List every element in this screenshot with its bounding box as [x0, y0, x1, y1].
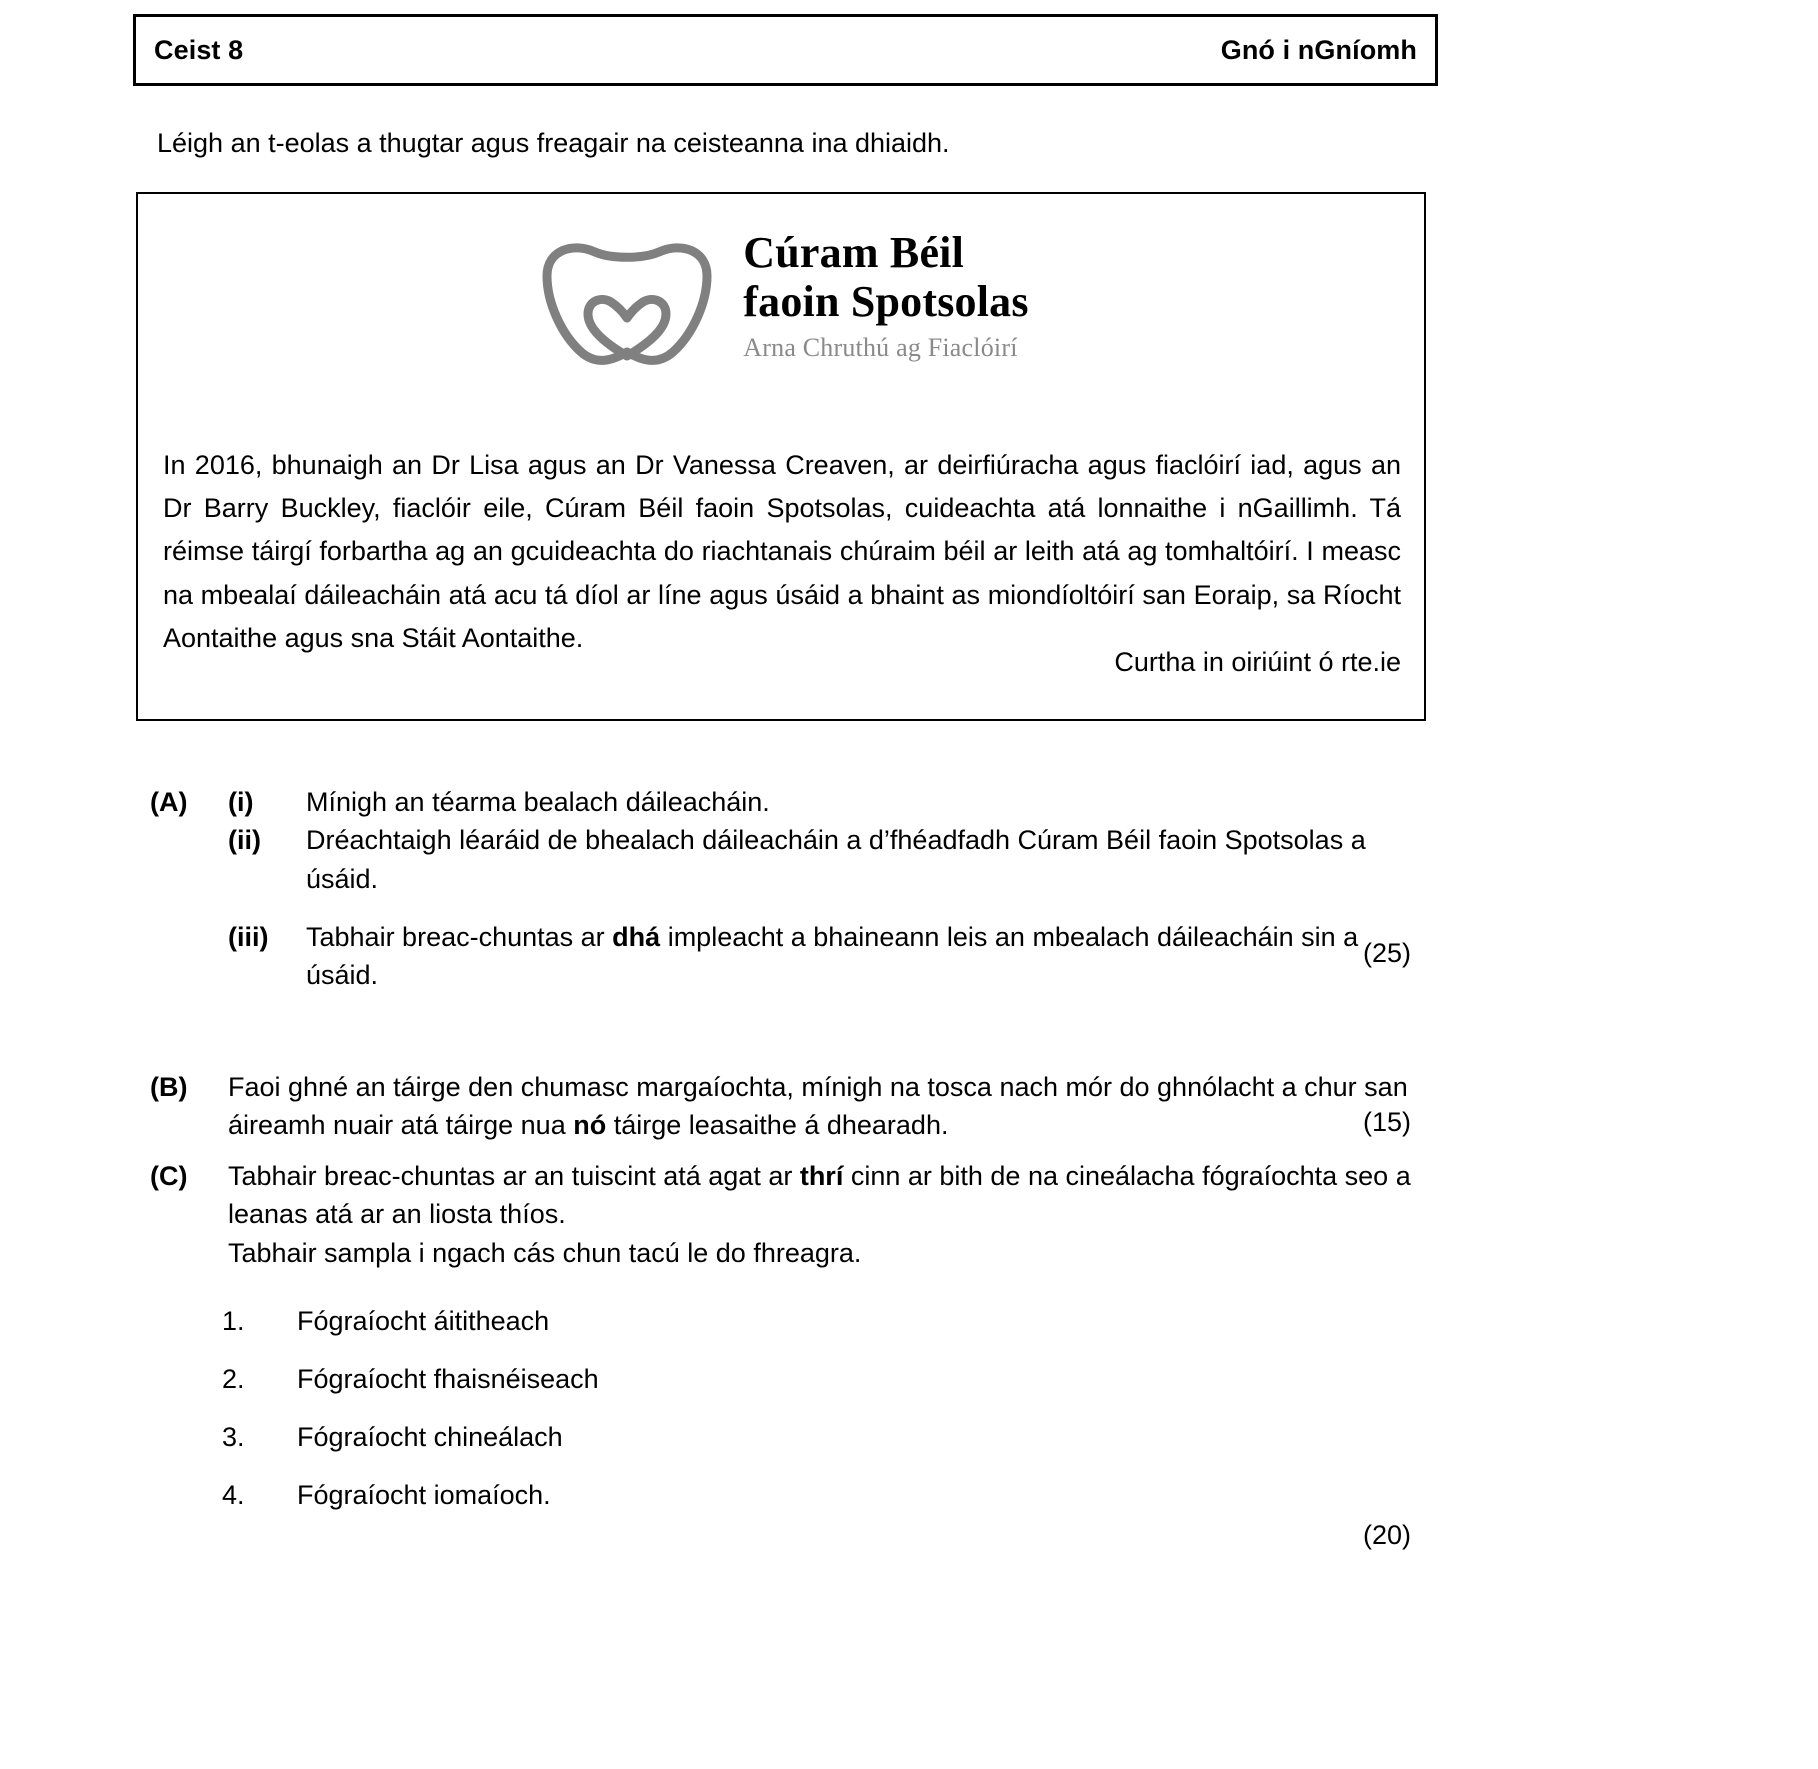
question-a-item-ii: [150, 821, 1430, 898]
part-c-text: [228, 1157, 1430, 1272]
subject-title-label: Gnó i nGníomh: [1220, 34, 1417, 65]
item-iii-text: [306, 918, 1430, 995]
marks-part-b: (15): [1363, 1107, 1412, 1137]
part-b-text-before: Faoi ghné an táirge den chumasc margaíochta, mínigh na tosca nach mór do ghnólacht a chur san áireamh nuair atá táirge nua: [228, 1072, 1408, 1141]
list-item-number: 4.: [222, 1480, 245, 1510]
advertising-types-list: [222, 1306, 1422, 1538]
marks-part-c: (20): [1363, 1520, 1412, 1550]
item-iii-text-before: Tabhair breac-chuntas ar: [306, 921, 613, 952]
list-item: [222, 1422, 1422, 1453]
question-part-a: [150, 783, 1430, 995]
part-c-text-after: cinn ar bith de na cineálacha fógraíochta seo a leanas atá ar an liosta thíos.: [228, 1161, 1411, 1230]
question-a-item-iii: [150, 918, 1430, 995]
item-iii-label: (iii): [228, 921, 269, 952]
item-i-label: (i): [228, 787, 254, 817]
item-iii-text-after: impleacht a bhaineann leis an mbealach dáileacháin sin a úsáid.: [306, 921, 1359, 991]
logo-title-line-1: Cúram Béil: [743, 228, 965, 277]
part-b-letter: (B): [150, 1072, 188, 1102]
company-logo: [138, 222, 1424, 366]
part-c-text-before: Tabhair breac-chuntas ar an tuiscint atá agat ar: [228, 1161, 800, 1191]
item-ii-text: Dréachtaigh léaráid de bhealach dáileacháin a d’fhéadfadh Cúram Béil faoin Spotsolas a úsáid.: [306, 825, 1366, 894]
case-study-box: [136, 192, 1426, 721]
instruction-text: Léigh an t-eolas a thugtar agus freagair na ceisteanna ina dhiaidh.: [157, 128, 950, 158]
part-c-emphasis: thrí: [799, 1161, 844, 1191]
part-b-emphasis: nó: [573, 1110, 607, 1141]
list-item-label: Fógraíocht iomaíoch.: [297, 1480, 551, 1510]
part-c-text-line-3: Tabhair sampla i ngach cás chun tacú le do fhreagra.: [228, 1237, 862, 1268]
part-b-text-after: táirge leasaithe á dhearadh.: [606, 1110, 949, 1141]
list-item: [222, 1364, 1422, 1395]
item-i-text: Mínigh an téarma bealach dáileacháin.: [306, 787, 770, 817]
part-b-text: [228, 1068, 1430, 1145]
list-item: [222, 1306, 1422, 1337]
item-ii-label: (ii): [228, 825, 261, 856]
list-item-number: 1.: [222, 1306, 245, 1336]
part-a-letter: (A): [150, 787, 188, 817]
page-header-box: [133, 14, 1438, 86]
logo-title-line-2: faoin Spotsolas: [743, 277, 1029, 327]
list-item-number: 3.: [222, 1422, 245, 1452]
case-study-paragraph: In 2016, bhunaigh an Dr Lisa agus an Dr Vanessa Creaven, ar deirfiúracha agus fiaclóirí iad, agus an Dr Barry Buckley, fiaclóir eile, Cúram Béil faoin Spotsolas, cuideachta atá lonnaithe i nGaillimh. Tá réimse táirgí forbartha ag an gcuideachta do riachtanais chúraim béil ar leith atá ag tomhaltóirí. I measc na mbealaí dáileacháin atá acu tá díol ar líne agus úsáid a bhaint as miondíoltóirí san Eoraip, sa Ríocht Aontaithe agus sna Stáit Aontaithe.: [163, 450, 1401, 653]
part-c-letter: (C): [150, 1161, 188, 1191]
list-item-label: Fógraíocht fhaisnéiseach: [297, 1364, 599, 1394]
item-iii-emphasis: dhá: [612, 921, 661, 952]
case-study-source: Curtha in oiriúint ó rte.ie: [1114, 647, 1401, 677]
logo-tagline: Arna Chruthú ag Fiaclóirí: [743, 332, 1018, 362]
list-item-label: Fógraíocht áititheach: [297, 1306, 550, 1336]
list-item-number: 2.: [222, 1364, 245, 1394]
marks-part-a: (25): [1363, 938, 1412, 968]
question-part-b: [150, 1068, 1430, 1145]
question-number-label: Ceist 8: [154, 34, 244, 65]
question-a-item-i: [150, 783, 1430, 821]
tooth-heart-icon: [533, 230, 721, 366]
list-item-label: Fógraíocht chineálach: [297, 1422, 563, 1452]
question-part-c: [150, 1157, 1430, 1272]
list-item: [222, 1480, 1422, 1511]
